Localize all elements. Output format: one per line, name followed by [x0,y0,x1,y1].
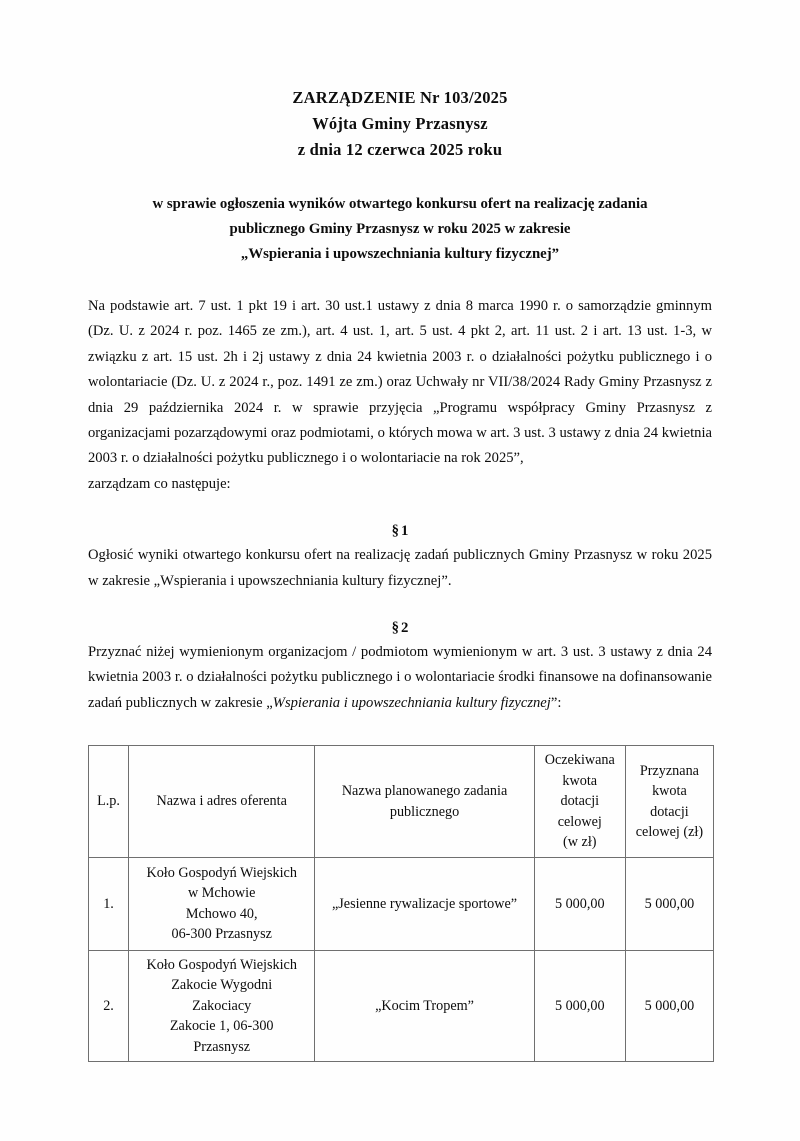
title-line-authority: Wójta Gminy Przasnysz [312,114,488,133]
cell-granted-amount: 5 000,00 [625,857,713,950]
cell-lp: 2. [89,950,129,1062]
cell-offeror: Koło Gospodyń Wiejskich Zakocie Wygodni Zakociacy Zakocie 1, 06-300 Przasnysz [129,950,315,1062]
table-row [89,857,714,950]
section-1-heading [88,497,712,543]
section-2-quote-open: „ [266,694,273,711]
table-row [89,950,714,1062]
section-2-text-tail: ”: [550,694,562,711]
cell-task: „Kocim Tropem” [315,950,534,1062]
section-1-number: 1 [401,523,409,540]
subtitle-line-2: publicznego Gminy Przasnysz w roku 2025 w zakresie [229,221,571,237]
section-2-heading [88,594,712,640]
column-header-lp: L.p. [89,746,129,858]
section-2-text [88,640,712,716]
cell-expected-amount: 5 000,00 [534,857,625,950]
results-table-wrapper [88,716,712,1062]
document-content [88,0,712,1062]
column-header-granted-amount: Przyznana kwota dotacji celowej (zł) [625,746,713,858]
table-header-row [89,746,714,858]
cell-granted-amount: 5 000,00 [625,950,713,1062]
subtitle-line-3: „Wspierania i upowszechniania kultury fizycznej” [240,246,560,262]
cell-expected-amount: 5 000,00 [534,950,625,1062]
column-header-expected-amount: Oczekiwana kwota dotacji celowej (w zł) [534,746,625,858]
section-1-text: Ogłosić wyniki otwartego konkursu ofert na realizację zadań publicznych Gminy Przasnysz w roku 2025 w zakresie „Wspierania i upowszechniania kultury fizycznej”. [88,547,712,589]
document-subtitle [88,163,712,267]
column-header-offeror: Nazwa i adres oferenta [129,746,315,858]
cell-offeror: Koło Gospodyń Wiejskich w Mchowie Mchowo 40, 06-300 Przasnysz [129,857,315,950]
cell-task: „Jesienne rywalizacje sportowe” [315,857,534,950]
subtitle-line-1: w sprawie ogłoszenia wyników otwartego konkursu ofert na realizację zadania [152,196,648,212]
legal-basis-closing: zarządzam co następuje: [88,475,231,492]
title-line-ordinance: ZARZĄDZENIE Nr 103/2025 [292,88,508,107]
section-2-number: 2 [401,620,409,637]
section-symbol: § [391,523,401,540]
legal-basis-paragraph: Na podstawie art. 7 ust. 1 pkt 19 i art. 30 ust.1 ustawy z dnia 8 marca 1990 r. o samorządzie gminnym (Dz. U. z 2024 r. poz. 1465 ze zm.), art. 4 ust. 1, art. 5 ust. 4 pkt 2, art. 11 ust. 2 i art. 13 ust. 1-3, w związku z art. 15 ust. 2h i 2j ustawy z dnia 24 kwietnia 2003 r. o działalności pożytku publicznego i o wolontariacie (Dz. U. z 2024 r., poz. 1491 ze zm.) oraz Uchwały nr VII/38/2024 Rady Gminy Przasnysz z dnia 29 października 2024 r. w sprawie przyjęcia „Programu współpracy Gminy Przasnysz z organizacjami pozarządowymi oraz podmiotami, o których mowa w art. 3 ust. 3 ustawy z dnia 24 kwietnia 2003 r. o działalności pożytku publicznego i o wolontariacie na rok 2025”, [88,298,712,467]
section-2-scope-italic: Wspierania i upowszechniania kultury fizycznej [272,694,551,711]
cell-lp: 1. [89,857,129,950]
document-title [88,0,712,163]
title-line-date: z dnia 12 czerwca 2025 roku [297,140,503,159]
column-header-task: Nazwa planowanego zadania publicznego [315,746,534,858]
section-symbol: § [391,620,401,637]
section-2-text-lead: Przyznać niżej wymienionym organizacjom / podmiotom wymienionym w art. 3 ust. 3 ustawy z dnia 24 kwietnia 2003 r. o działalności pożytku publicznego i o wolontariacie środki finansowe na dofinansowanie zadań publicznych w zakresie [88,644,712,711]
results-table [88,745,714,1062]
